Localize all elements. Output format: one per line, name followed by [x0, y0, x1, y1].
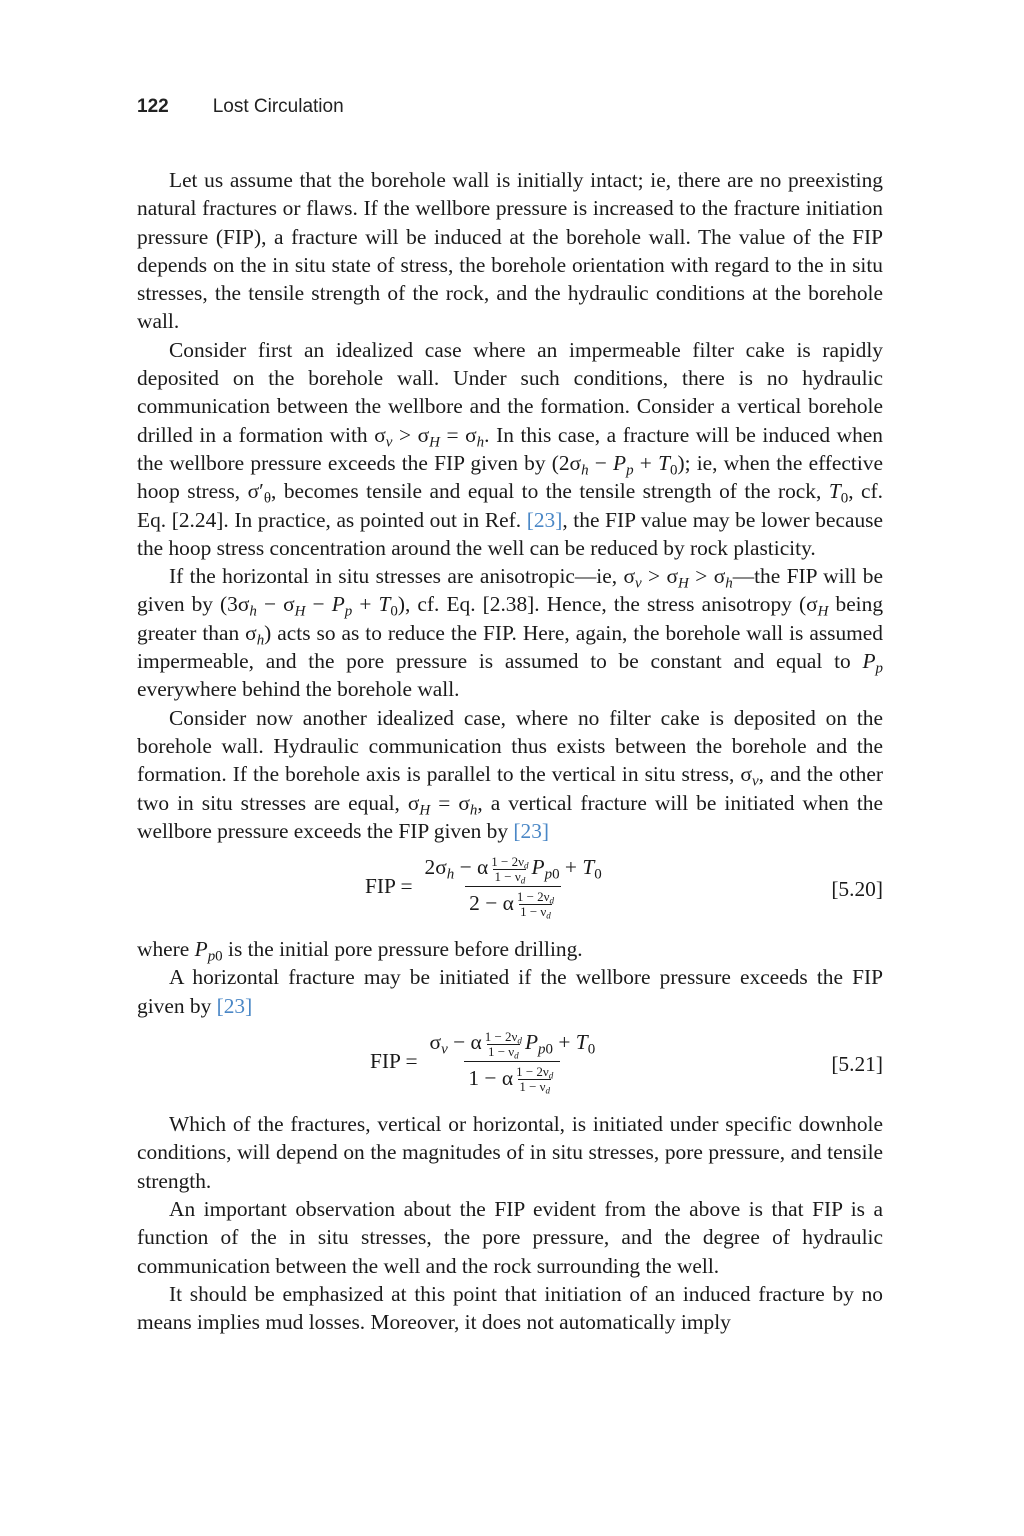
equation-number: [5.20] [831, 877, 883, 902]
paragraph: where $P_{p0}$ is the initial pore pressure before drilling. [137, 937, 583, 965]
paragraph: It should be emphasized at this point that initiation of an induced fracture by no means implies mud losses. Moreover, it does not automatically imply [137, 1281, 883, 1335]
equation-5-21: FIP = $\sigma_v - \alpha$ $\frac{1 - 2\nu_d}{1 - \nu_d}$ $P_{p0} + T_0$ 1 − α $\frac{1 - 2\nu_d}{1 - \nu_d}$ [5.21] [370, 1028, 883, 1096]
equation-number: [5.21] [831, 1052, 883, 1077]
running-title: Lost Circulation [212, 96, 344, 117]
paragraph: Which of the fractures, vertical or horizontal, is initiated under specific downhole conditions, will depend on the magnitudes of in situ stresses, pore pressure, and tensile strength. [137, 1112, 883, 1193]
citation-link[interactable]: [23] [526, 507, 563, 532]
page-number: 122 [137, 96, 169, 117]
running-header [137, 96, 344, 118]
paragraph: Consider first an idealized case where an impermeable filter cake is rapidly deposited on the borehole wall. Under such conditions, there is no hydraulic communication between the wellbore and the formation. Consider a vertical borehole drilled in a formation with $\sigma_v > \sigma_H = \sigma_h$. In this case, a fracture will be induced when the wellbore pressure exceeds the FIP given by $(2\sigma_h - P_p + T_0)$; ie, when the effective hoop stress, $\sigma'_\theta$, becomes tensile and equal to the tensile strength of the rock, $T_0$, cf. Eq. [2.24]. In practice, as pointed out in Ref. [23], the FIP value may be lower because the hoop stress concentration around the well can be reduced by rock plasticity. [137, 337, 883, 560]
citation-link[interactable]: [23] [513, 818, 550, 843]
body-text [137, 166, 883, 1336]
paragraph: A horizontal fracture may be initiated if the wellbore pressure exceeds the FIP given by [23] [137, 965, 883, 1018]
equation-5-20: FIP = $2\sigma_h - \alpha$ $\frac{1 - 2\nu_d}{1 - \nu_d}$ $P_{p0} + T_0$ 2 − α $\frac{1 - 2\nu_d}{1 - \nu_d}$ [5.20] [365, 853, 883, 922]
paragraph: An important observation about the FIP evident from the above is that FIP is a function of the in situ stresses, the pore pressure, and the degree of hydraulic communication between the well and the rock surrounding the well. [137, 1196, 883, 1278]
paragraph: Let us assume that the borehole wall is initially intact; ie, there are no preexisting natural fractures or flaws. If the wellbore pressure is increased to the fracture initiation pressure (FIP), a fracture will be induced at the borehole wall. The value of the FIP depends on the in situ state of stress, the borehole orientation with regard to the in situ stresses, the tensile strength of the rock, and the hydraulic conditions at the borehole wall. [137, 168, 883, 334]
paragraph: Consider now another idealized case, where no filter cake is deposited on the borehole wall. Hydraulic communication thus exists between the borehole and the formation. If the borehole axis is parallel to the vertical in situ stress, $\sigma_v$, and the other two in situ stresses are equal, $\sigma_H = \sigma_h$, a vertical fracture will be initiated when the wellbore pressure exceeds the FIP given by [23] [137, 705, 883, 843]
paragraph: If the horizontal in situ stresses are anisotropic—ie, $\sigma_v > \sigma_H$ > $\sigma_h—the$ FIP will be given by $(3\sigma_h - \sigma_H - P_p + T_0)$, cf. Eq. [2.38]. Hence, the stress anisotropy ($\sigma_H$ being greater than $\sigma_h$) acts so as to reduce the FIP. Here, again, the borehole wall is assumed impermeable, and the pore pressure is assumed to be constant and equal to $P_p$ everywhere behind the borehole wall. [137, 564, 884, 702]
citation-link[interactable]: [23] [216, 993, 253, 1018]
